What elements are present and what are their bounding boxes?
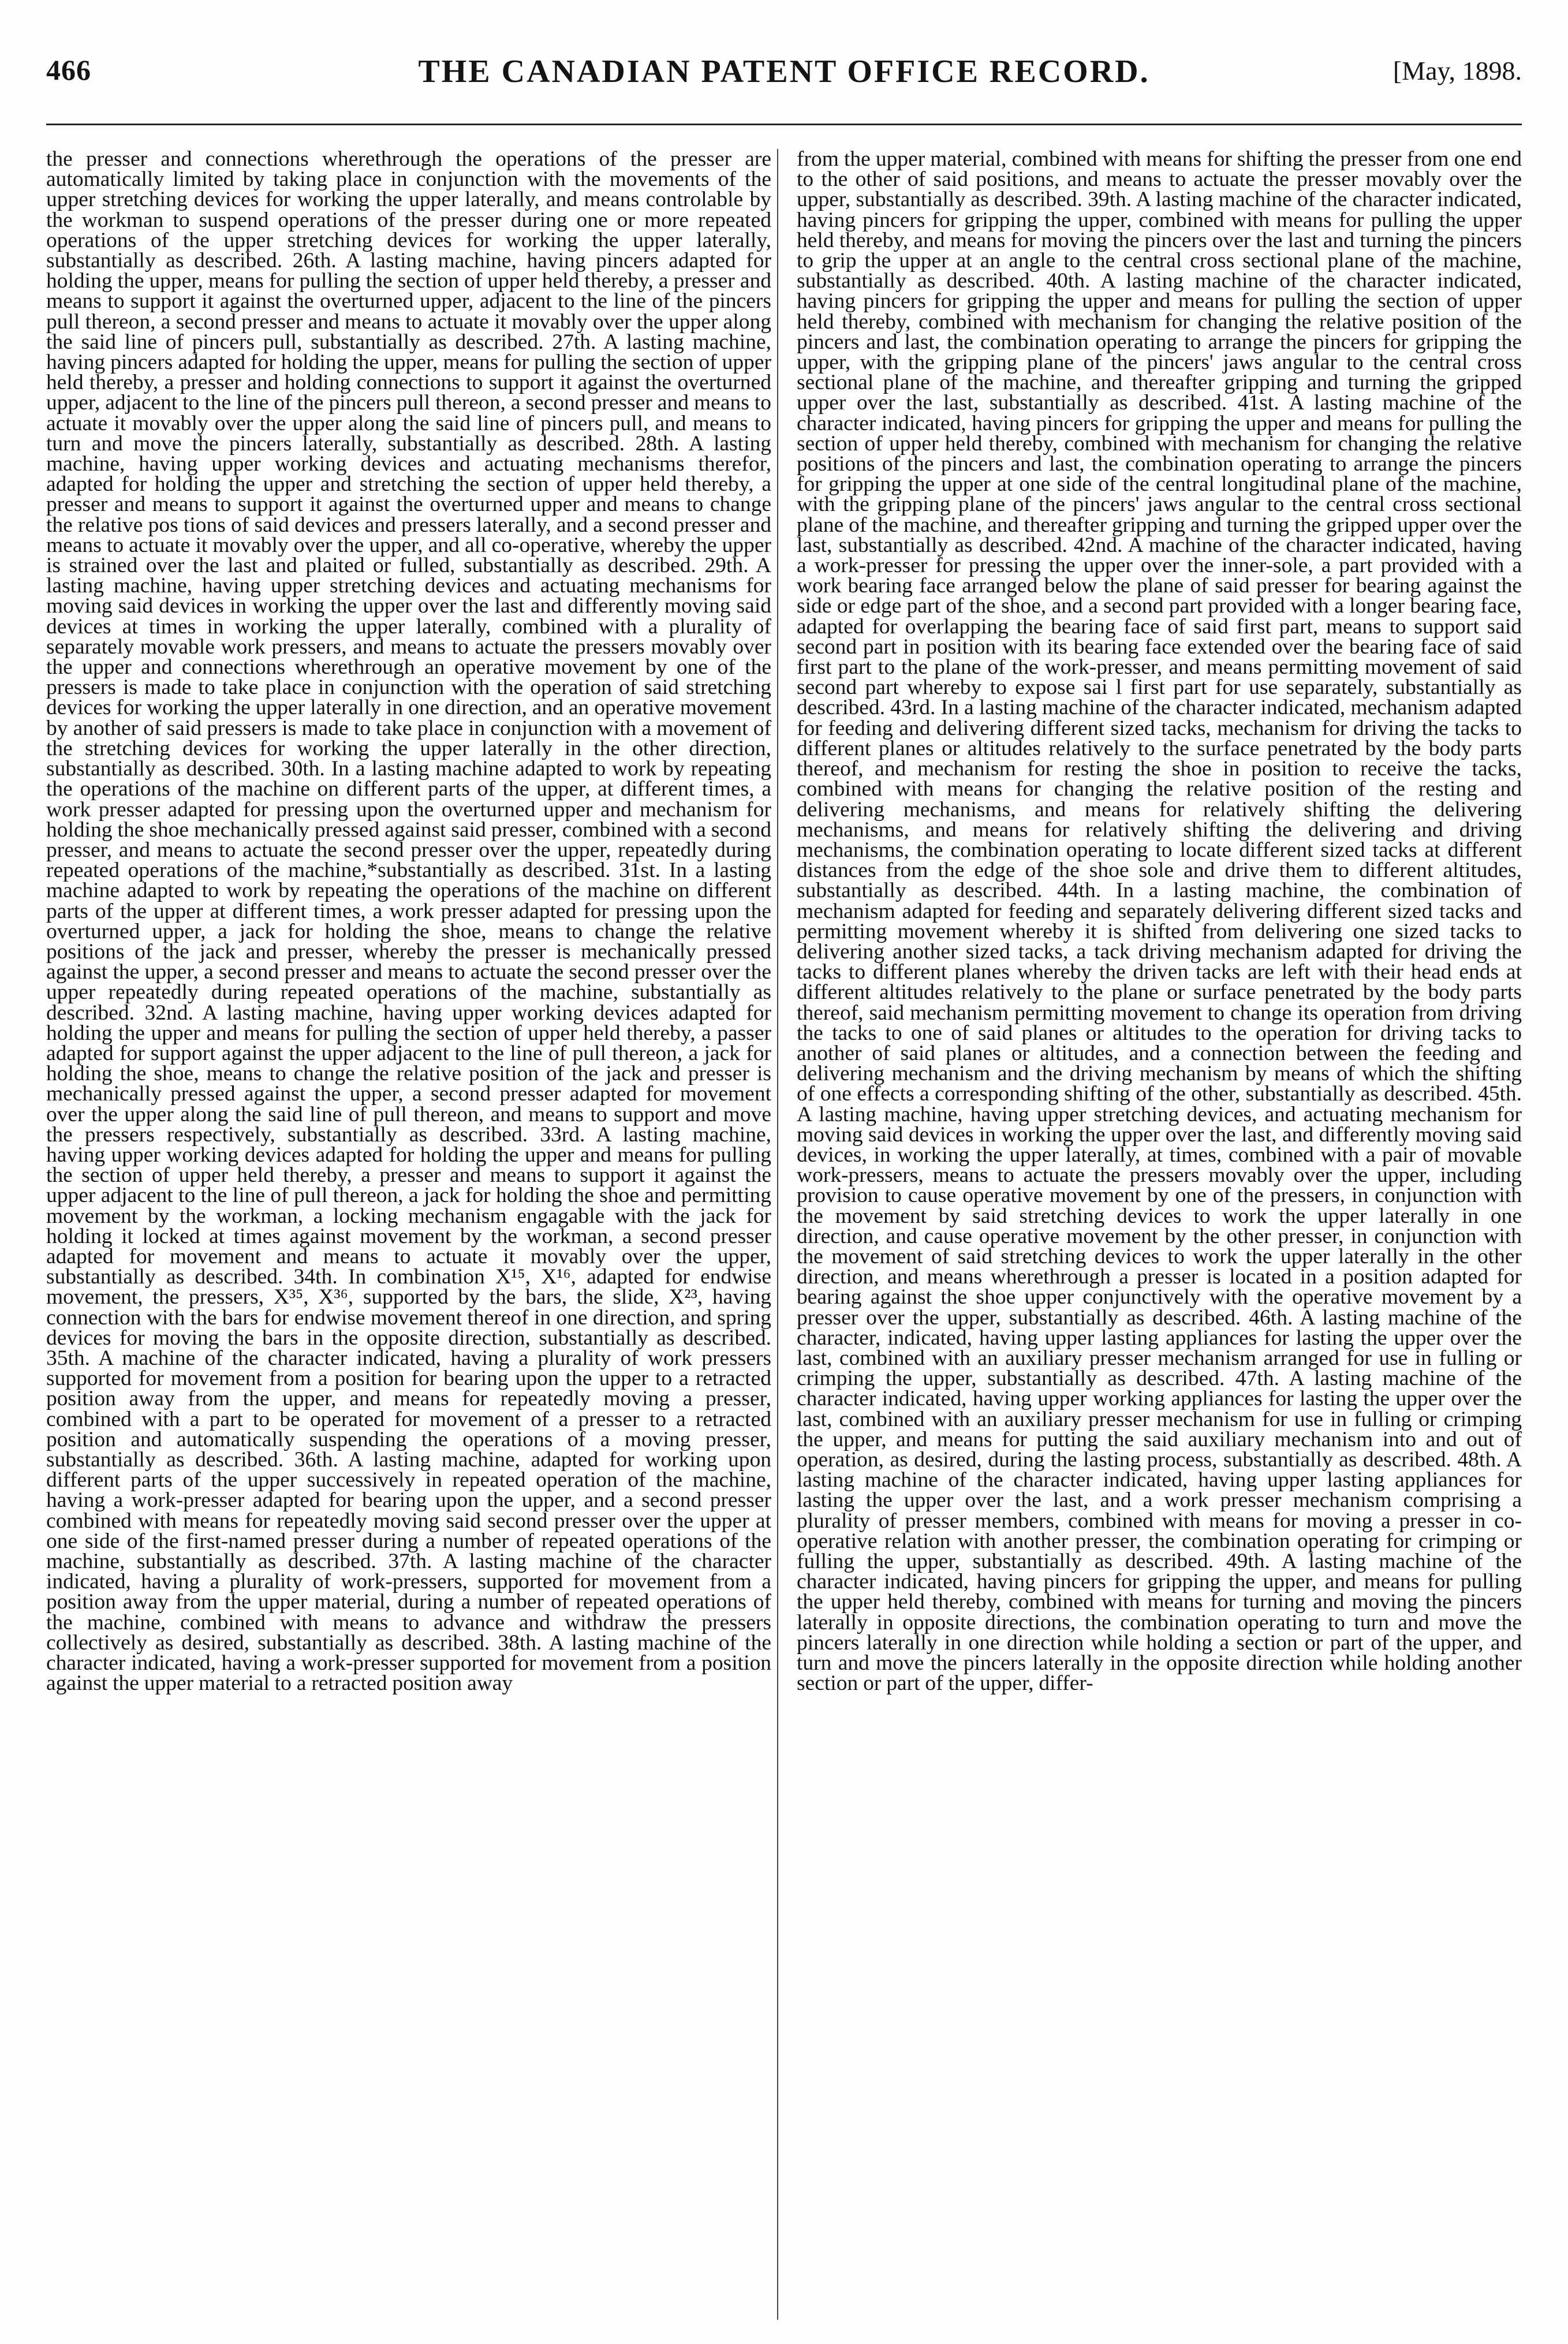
page-number: 466 <box>46 54 91 86</box>
column-divider <box>777 149 778 2320</box>
right-column-text: from the upper material, combined with means for shifting the presser from one end to the other of said positions, and means to actuate the presser movably over the upper, substantially as described. 39th. A lasting machine of the character indicated, having pincers for gripping the upper, combined with means for pulling the upper held thereby, and means for moving the pincers over the last and turning the pincers to grip the upper at an angle to the central cross sectional plane of the machine, substantially as described. 40th. A lasting machine of the character indicated, having pincers for gripping the upper and means for pulling the section of upper held thereby, combined with mechanism for changing the relative position of the pincers and last, the combination operating to arrange the pincers for gripping the upper, with the gripping plane of the pincers' jaws angular to the central cross sectional plane of the machine, and thereafter gripping and turning the gripped upper over the last, substantially as described. 41st. A lasting machine of the character indicated, having pincers for gripping the upper and means for pulling the section of upper held thereby, combined with mechanism for changing the relative positions of the pincers and last, the combination operating to arrange the pincers for gripping the upper at one side of the central longitudinal plane of the machine, with the gripping plane of the pincers' jaws angular to the central cross sectional plane of the machine, and thereafter gripping and turning the gripped upper over the last, substantially as described. 42nd. A machine of the character indicated, having a work-presser for pressing the upper over the inner-sole, a part provided with a work bearing face arranged below the plane of said presser for bearing against the side or edge part of the shoe, and a second part provided with a longer bearing face, adapted for overlapping the bearing face of said first part, means to support said second part in position with its bearing face extended over the bearing face of said first part to the plane of the work-presser, and means permitting movement of said second part whereby to expose sai l first part for use separately, substantially as described. 43rd. In a lasting machine of the character indicated, mechanism adapted for feeding and delivering different sized tacks, mechanism for driving the tacks to different planes or altitudes relatively to the surface penetrated by the body parts thereof, and mechanism for resting the shoe in position to receive the tacks, combined with means for changing the relative position of the resting and delivering mechanisms, and means for relatively shifting the delivering mechanisms, and means for relatively shifting the delivering and driving mechanisms, the combination operating to locate different sized tacks at different distances from the edge of the shoe sole and drive them to different altitudes, substantially as described. 44th. In a lasting machine, the combination of mechanism adapted for feeding and separately delivering different sized tacks and permitting movement whereby it is shifted from delivering one sized tacks to delivering another sized tacks, a tack driving mechanism adapted for driving the tacks to different planes whereby the driven tacks are left with their head ends at different altitudes relatively to the plane or surface penetrated by the body parts thereof, said mechanism permitting movement to change its operation from driving the tacks to one of said planes or altitudes to the operation for driving tacks to another of said planes or altitudes, and a connection between the feeding and delivering mechanism and the driving mechanism by means of which the shifting of one effects a corresponding shifting of the other, substantially as described. 45th. A lasting machine, having upper stretching devices, and actuating mechanism for moving said devices in working the upper over the last, and differently moving said devices, in working the upper laterally, at times, combined with a pair of movable work-pressers, means to actuate the pressers movably over the upper, including provision to cause operative movement by one of the pressers, in conjunction with the movement by said stretching devices to work the upper laterally in one direction, and cause operative movement by the other presser, in conjunction with the movement of said stretching devices to work the upper laterally in the other direction, and means wherethrough a presser is located in a position adapted for bearing against the shoe upper conjunctively with the operative movement by a presser over the upper, substantially as described. 46th. A lasting machine of the character, indicated, having upper lasting appliances for lasting the upper over the last, combined with an auxiliary presser mechanism arranged for use in fulling or crimping the upper, substantially as described. 47th. A lasting machine of the character indicated, having upper working appliances for lasting the upper over the last, combined with an auxiliary presser mechanism for use in fulling or crimping the upper, and means for putting the said auxiliary mechanism into and out of operation, as desired, during the lasting process, substantially as described. 48th. A lasting machine of the character indicated, having upper lasting appliances for lasting the upper over the last, and a work presser mechanism comprising a plurality of presser members, combined with means for moving a presser in co-operative relation with another presser, the combination operating for crimping or fulling the upper, substantially as described. 49th. A lasting machine of the character indicated, having pincers for gripping the upper, and means for pulling the upper held thereby, combined with means for turning and moving the pincers laterally in opposite directions, the combination operating to turn and move the pincers laterally in one direction while holding a section or part of the upper, and turn and move the pincers laterally in the opposite direction while holding another section or part of the upper, differ- <box>797 149 1522 1696</box>
left-column <box>46 149 771 2326</box>
right-column <box>797 149 1522 2326</box>
header-rule <box>46 124 1522 125</box>
left-column-text: the presser and connections wherethrough the operations of the presser are automatically limited by taking place in conjunction with the movements of the upper stretching devices for working the upper laterally, and means controlable by the workman to suspend operations of the presser during one or more repeated operations of the upper stretching devices for working the upper laterally, substantially as described. 26th. A lasting machine, having pincers adapted for holding the upper, means for pulling the section of upper held thereby, a presser and means to support it against the overturned upper, adjacent to the line of the pincers pull thereon, a second presser and means to actuate it movably over the upper along the said line of pincers pull, substantially as described. 27th. A lasting machine, having pincers adapted for holding the upper, means for pulling the section of upper held thereby, a presser and holding connections to support it against the overturned upper, adjacent to the line of the pincers pull thereon, a second presser and means to actuate it movably over the upper along the said line of pincers pull, and means to turn and move the pincers laterally, substantially as described. 28th. A lasting machine, having upper working devices and actuating mechanisms therefor, adapted for holding the upper and stretching the section of upper held thereby, a presser and means to support it against the overturned upper and means to change the relative pos tions of said devices and pressers laterally, and a second presser and means to actuate it movably over the upper, and all co-operative, whereby the upper is strained over the last and plaited or fulled, substantially as described. 29th. A lasting machine, having upper stretching devices and actuating mechanisms for moving said devices in working the upper over the last and differently moving said devices at times in working the upper laterally, combined with a plurality of separately movable work pressers, and means to actuate the pressers movably over the upper and connections wherethrough an operative movement by one of the pressers is made to take place in conjunction with the operation of said stretching devices for working the upper laterally in one direction, and an operative movement by another of said pressers is made to take place in conjunction with a movement of the stretching devices for working the upper laterally in the other direction, substantially as described. 30th. In a lasting machine adapted to work by repeating the operations of the machine on different parts of the upper, at different times, a work presser adapted for pressing upon the overturned upper and mechanism for holding the shoe mechanically pressed against said presser, combined with a second presser, and means to actuate the second presser over the upper, repeatedly during repeated operations of the machine,*substantially as described. 31st. In a lasting machine adapted to work by repeating the operations of the machine on different parts of the upper at different times, a work presser adapted for pressing upon the overturned upper, a jack for holding the shoe, means to change the relative positions of the jack and presser, whereby the presser is mechanically pressed against the upper, a second presser and means to actuate the second presser over the upper repeatedly during repeated operations of the machine, substantially as described. 32nd. A lasting machine, having upper working devices adapted for holding the upper and means for pulling the section of upper held thereby, a passer adapted for support against the upper adjacent to the line of pull thereon, a jack for holding the shoe, means to change the relative position of the jack and presser is mechanically pressed against the upper, a second presser adapted for movement over the upper along the said line of pull thereon, and means to support and move the pressers respectively, substantially as described. 33rd. A lasting machine, having upper working devices adapted for holding the upper and means for pulling the section of upper held thereby, a presser and means to support it against the upper adjacent to the line of pull thereon, a jack for holding the shoe and permitting movement by the workman, a locking mechanism engagable with the jack for holding it locked at times against movement by the workman, a second presser adapted for movement and means to actuate it movably over the upper, substantially as described. 34th. In combination X¹⁵, X¹⁶, adapted for endwise movement, the pressers, X³⁵, X³⁶, supported by the bars, the slide, X²³, having connection with the bars for endwise movement thereof in one direction, and spring devices for moving the bars in the opposite direction, substantially as described. 35th. A machine of the character indicated, having a plurality of work pressers supported for movement from a position for bearing upon the upper to a retracted position away from the upper, and means for repeatedly moving a presser, combined with a part to be operated for movement of a presser to a retracted position and automatically suspending the operations of a moving presser, substantially as described. 36th. A lasting machine, adapted for working upon different parts of the upper successively in repeated operation of the machine, having a work-presser adapted for bearing upon the upper, and a second presser combined with means for repeatedly moving said second presser over the upper at one side of the first-named presser during a number of repeated operations of the machine, substantially as described. 37th. A lasting machine of the character indicated, having a plurality of work-pressers, supported for movement from a position away from the upper material, during a number of repeated operations of the machine, combined with means to advance and withdraw the pressers collectively as desired, substantially as described. 38th. A lasting machine of the character indicated, having a work-presser supported for movement from a position against the upper material to a retracted position away <box>46 149 771 1696</box>
journal-title: THE CANADIAN PATENT OFFICE RECORD. <box>418 54 1150 89</box>
issue-date: [May, 1898. <box>1392 56 1522 85</box>
page-header <box>46 53 1522 99</box>
